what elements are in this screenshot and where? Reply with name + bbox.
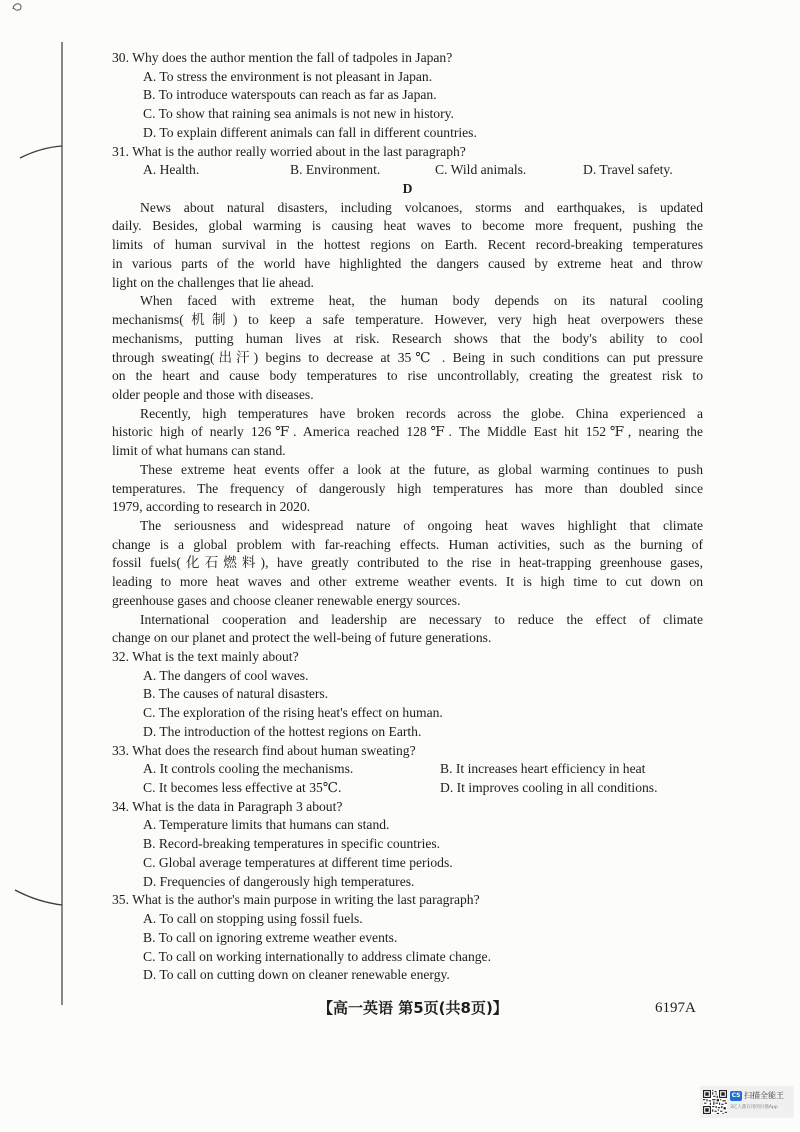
question-31-option-b: B. Environment. <box>290 162 381 178</box>
question-31 <box>112 143 703 180</box>
question-30-stem: 30. Why does the author mention the fall of tadpoles in Japan? <box>112 50 453 65</box>
passage-line: When faced with extreme heat, the human body depends on its natural cooling <box>140 293 703 309</box>
passage-line: mechanisms, putting human lives at risk. Research shows that the body's ability to cool <box>112 330 703 346</box>
question-35-option-d: D. To call on cutting down on cleaner renewable energy. <box>143 967 450 983</box>
watermark-app-name: 扫描全能王 <box>744 1091 784 1100</box>
question-32-option-b: B. The causes of natural disasters. <box>143 686 329 702</box>
passage-line: through sweating(出汗) begins to decrease at 35℃ . Being in such conditions can put pressure <box>112 349 703 365</box>
question-33-option-c: C. It becomes less effective at 35℃. <box>143 780 342 796</box>
passage-line: Recently, high temperatures have broken records across the globe. China experienced a <box>140 405 703 421</box>
scanner-watermark <box>700 1086 794 1118</box>
question-35-option-c: C. To call on working internationally to address climate change. <box>143 948 491 964</box>
passage-paragraph-6 <box>112 611 703 648</box>
passage-line: limits of human survival in the hottest regions on Earth. Recent record-breaking temperatures <box>112 237 703 253</box>
passage-line: These extreme heat events offer a look at the future, as global warming continues to push <box>140 461 703 477</box>
passage-line: The seriousness and widespread nature of ongoing heat waves highlight that climate <box>140 517 703 533</box>
passage-paragraph-4 <box>112 461 703 517</box>
passage-line: limit of what humans can stand. <box>112 443 286 459</box>
question-34-stem: 34. What is the data in Paragraph 3 about? <box>112 798 343 814</box>
camscanner-logo: CS <box>731 1092 741 1099</box>
binding-hole-mark-top <box>20 146 62 158</box>
question-31-option-d: D. Travel safety. <box>583 162 673 178</box>
passage-line: 1979, according to research in 2020. <box>112 499 311 515</box>
question-30-option-d: D. To explain different animals can fall in different countries. <box>143 124 477 140</box>
question-30-option-a: A. To stress the environment is not pleasant in Japan. <box>143 68 433 84</box>
question-33 <box>112 742 703 798</box>
question-30-option-c: C. To show that raining sea animals is not new in history. <box>143 106 454 122</box>
question-33-option-d: D. It improves cooling in all conditions. <box>440 780 658 796</box>
qr-code-icon <box>703 1090 727 1114</box>
binding-hole-mark-bottom <box>15 890 62 905</box>
question-34-option-b: B. Record-breaking temperatures in specific countries. <box>143 836 441 852</box>
passage-line: temperatures. The frequency of dangerously high temperatures has more than doubled since <box>112 480 703 496</box>
question-35-stem: 35. What is the author's main purpose in writing the last paragraph? <box>112 892 480 908</box>
passage-line: International cooperation and leadership are necessary to reduce the effect of climate <box>140 611 703 627</box>
question-33-options-row-1 <box>112 760 703 779</box>
question-34-option-d: D. Frequencies of dangerously high temperatures. <box>143 873 415 889</box>
passage-paragraph-5 <box>112 517 703 611</box>
passage-line: daily. Besides, global warming is causing heat waves to become more frequent, pushing the <box>112 218 703 234</box>
question-32-option-a: A. The dangers of cool waves. <box>143 667 309 683</box>
passage-line: leading to more heat waves and other extreme weather events. It is high time to cut down on <box>112 574 703 590</box>
question-32-stem: 32. What is the text mainly about? <box>112 649 299 664</box>
question-30 <box>112 49 703 143</box>
question-31-option-c: C. Wild animals. <box>435 162 527 178</box>
question-34-option-c: C. Global average temperatures at different time periods. <box>143 854 453 870</box>
passage-line: News about natural disasters, including volcanoes, storms and earthquakes, is updated <box>140 199 703 215</box>
question-33-options-row-2 <box>112 779 703 798</box>
passage-paragraph-3 <box>112 405 703 461</box>
passage-heading: D <box>402 181 413 197</box>
exam-content <box>112 49 703 985</box>
question-31-option-a: A. Health. <box>143 162 200 178</box>
question-33-option-b: B. It increases heart efficiency in heat <box>440 761 646 777</box>
passage-line: change is a global problem with far-reaching effects. Human activities, such as the burning of <box>112 536 703 552</box>
watermark-tagline: 3亿人都在用的扫描App <box>730 1105 778 1110</box>
passage-line: in various parts of the world have highlighted the dangers caused by extreme heat and throw <box>112 255 703 271</box>
question-31-options <box>112 161 703 180</box>
question-32-option-d: D. The introduction of the hottest regions on Earth. <box>143 723 422 739</box>
question-30-option-b: B. To introduce waterspouts can reach as far as Japan. <box>143 87 437 103</box>
passage-line: mechanisms(机制) to keep a safe temperature. However, very high heat overpowers these <box>112 312 703 328</box>
passage-line: change on our planet and protect the well-being of future generations. <box>112 630 492 646</box>
passage-line: older people and those with diseases. <box>112 386 314 402</box>
question-32-option-c: C. The exploration of the rising heat's effect on human. <box>143 705 443 721</box>
question-33-option-a: A. It controls cooling the mechanisms. <box>143 761 354 777</box>
paper-code: 6197A <box>655 1000 696 1016</box>
question-35 <box>112 891 703 985</box>
question-34 <box>112 798 703 892</box>
passage-paragraph-1 <box>112 199 703 293</box>
corner-scan-mark <box>13 4 21 10</box>
question-32 <box>112 648 703 742</box>
passage-paragraph-2 <box>112 292 703 404</box>
question-35-option-a: A. To call on stopping using fossil fuels. <box>143 911 363 927</box>
question-34-option-a: A. Temperature limits that humans can stand. <box>143 817 390 833</box>
page-footer-label: 【高一英语 第5页(共8页)】 <box>318 999 508 1017</box>
passage-line: greenhouse gases and choose cleaner renewable energy sources. <box>112 592 461 608</box>
question-35-option-b: B. To call on ignoring extreme weather events. <box>143 929 398 945</box>
passage-line: fossil fuels(化石燃料), have greatly contributed to the rise in heat-trapping greenhouse gases, <box>112 555 703 571</box>
passage-line: historic high of nearly 126℉. America reached 128℉. The Middle East hit 152℉, nearing the <box>112 424 703 440</box>
question-31-stem: 31. What is the author really worried about in the last paragraph? <box>112 143 466 159</box>
passage-line: on the heart and cause body temperatures to rise uncontrollably, creating the greatest risk to <box>112 368 703 384</box>
passage-line: light on the challenges that lie ahead. <box>112 274 314 290</box>
question-33-stem: 33. What does the research find about human sweating? <box>112 742 416 758</box>
